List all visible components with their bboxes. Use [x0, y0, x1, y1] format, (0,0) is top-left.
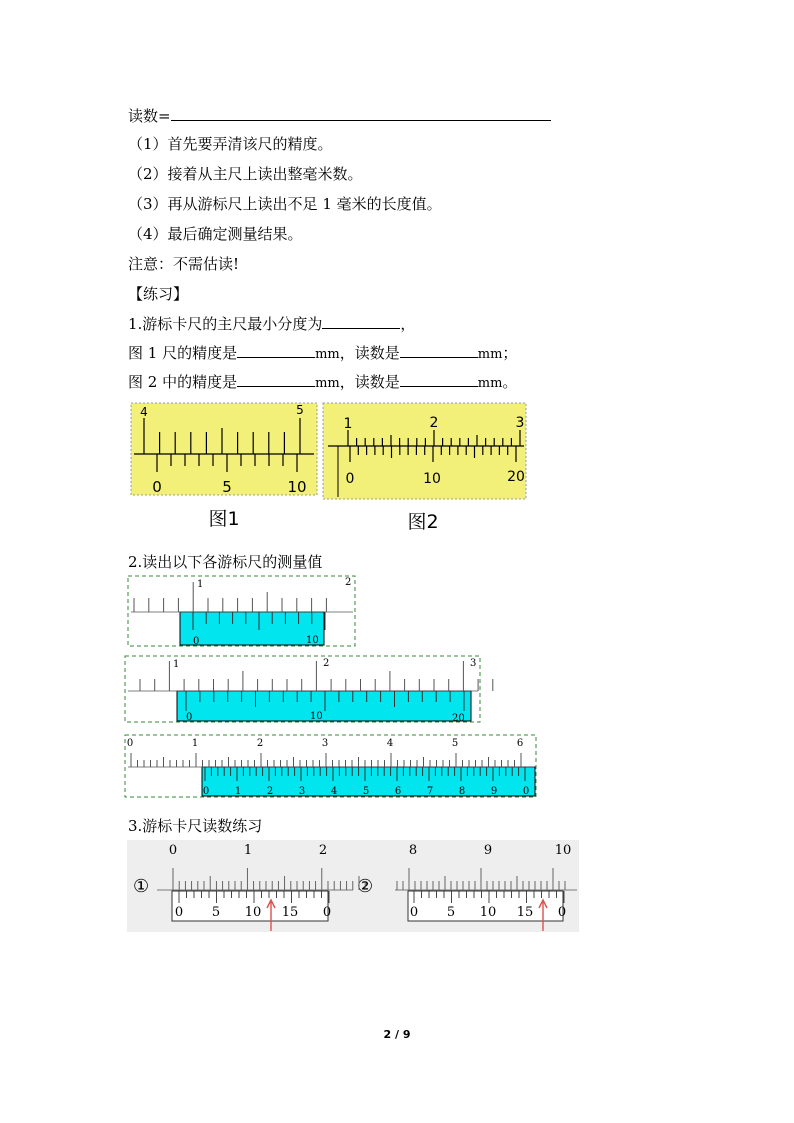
exercise-1-vernier-label: 15	[281, 905, 299, 920]
ruler-a-vernier-label-0: 0	[193, 636, 200, 647]
page-number: 2 / 9	[383, 1028, 411, 1041]
exercise-2-main-label: 10	[554, 843, 572, 858]
q1-suffix: ，	[400, 315, 416, 333]
q1-blank[interactable]	[322, 312, 400, 329]
ruler-c-main-label: 4	[386, 738, 394, 749]
ruler-a-main-label-2: 2	[345, 577, 352, 588]
ruler-c-vernier-label: 8	[458, 786, 466, 797]
figure-2-caption: 图2	[407, 511, 439, 533]
fig2-reading-blank[interactable]	[400, 370, 478, 387]
fig2-main-label-1: 1	[343, 416, 353, 432]
q1-prefix: 1.游标卡尺的主尺最小分度为	[128, 315, 323, 333]
fig2-prefix: 图 2 中的精度是	[128, 373, 238, 391]
fig1-reading-blank[interactable]	[400, 341, 478, 358]
exercise-1-vernier-label: 0	[174, 905, 184, 920]
reading-word: ，读数是	[339, 344, 400, 362]
ruler-b-main-label-3: 3	[470, 658, 477, 669]
exercise-2-vernier-label: 0	[409, 905, 419, 920]
ruler-b-vernier-label-0: 0	[186, 712, 193, 723]
fig1-vernier-label-10: 10	[287, 478, 307, 496]
exercise-1-vernier-label: 0	[322, 905, 332, 920]
fig1-vernier-label-0: 0	[152, 478, 162, 496]
ruler-c-vernier-label: 6	[394, 786, 402, 797]
figure-1-vernier	[130, 402, 318, 532]
fig2-vernier-label-20: 20	[507, 469, 525, 485]
ruler-c-vernier-label: 4	[330, 786, 338, 797]
fig2-vernier-label-10: 10	[423, 471, 441, 487]
unit-mm: mm	[315, 347, 340, 362]
fig2-question	[128, 370, 517, 394]
ruler-c-vernier-label: 0	[522, 786, 530, 797]
note: 注意：不需估读!	[128, 255, 240, 273]
ruler-a	[127, 575, 357, 649]
ruler-c-vernier-label: 0	[202, 786, 210, 797]
ruler-c-main-label: 2	[256, 738, 264, 749]
exercise-2-vernier-label: 5	[446, 905, 456, 920]
unit-mm: mm	[477, 376, 503, 391]
ruler-c-vernier-label: 7	[426, 786, 434, 797]
exercise-2-vernier-label: 0	[557, 905, 567, 920]
unit-mm: mm	[315, 376, 340, 391]
fig2-vernier-label-0: 0	[345, 471, 355, 487]
exercise-2-vernier-label: 15	[516, 905, 534, 920]
end-punct: ；	[502, 344, 518, 362]
exercise-1-main-label: 2	[318, 843, 328, 858]
practice-heading: 【练习】	[128, 285, 189, 303]
end-punct: 。	[502, 373, 518, 391]
reading-line	[128, 104, 551, 126]
fig1-main-label-4: 4	[140, 405, 148, 419]
question-2-heading: 2.读出以下各游标尺的测量值	[128, 553, 323, 571]
step-1: （1）首先要弄清该尺的精度。	[128, 135, 333, 153]
figure-2-vernier	[322, 402, 528, 536]
question-1	[128, 312, 415, 334]
exercise-2-vernier-label: 10	[479, 905, 497, 920]
fig2-main-label-3: 3	[515, 415, 525, 431]
ruler-c-main-label: 0	[126, 738, 134, 749]
ruler-c-vernier-label: 3	[298, 786, 306, 797]
ruler-c-main-label: 3	[321, 738, 329, 749]
ruler-a-main-label-1: 1	[197, 579, 204, 590]
ruler-c-main-label: 6	[516, 738, 524, 749]
exercise-2-marker: ②	[357, 876, 374, 897]
step-3: （3）再从游标尺上读出不足 1 毫米的长度值。	[128, 195, 442, 213]
ruler-b-vernier-label-10: 10	[310, 711, 323, 722]
question-3-heading: 3.游标卡尺读数练习	[128, 817, 263, 835]
ruler-c-main-label: 1	[191, 738, 199, 749]
ruler-c-main-label: 5	[451, 738, 459, 749]
reading-blank[interactable]	[171, 104, 551, 121]
fig1-question	[128, 341, 517, 365]
fig2-precision-blank[interactable]	[237, 370, 315, 387]
ruler-c-vernier-label: 9	[490, 786, 498, 797]
step-2: （2）接着从主尺上读出整毫米数。	[128, 165, 363, 183]
exercise-1-vernier-label: 10	[244, 905, 262, 920]
ruler-a-vernier-plate	[180, 612, 324, 645]
fig1-vernier-label-5: 5	[222, 478, 232, 496]
exercise-1-marker: ①	[133, 876, 150, 897]
ruler-c-vernier-label: 5	[362, 786, 370, 797]
fig1-prefix: 图 1 尺的精度是	[128, 344, 238, 362]
fig1-precision-blank[interactable]	[237, 341, 315, 358]
ruler-b	[124, 655, 482, 725]
ruler-b-vernier-label-20: 20	[452, 713, 465, 724]
ruler-b-main-label-2: 2	[323, 658, 330, 669]
reading-word: ，读数是	[339, 373, 400, 391]
ruler-b-main-label-1: 1	[173, 659, 180, 670]
figure-1-caption: 图1	[208, 508, 240, 530]
fig1-main-label-5: 5	[296, 403, 304, 417]
reading-label: 读数=	[128, 107, 171, 125]
exercise-1-main-label: 0	[168, 843, 178, 858]
ruler-a-vernier-label-10: 10	[306, 635, 319, 646]
ruler-c	[124, 734, 538, 800]
exercise-1-main-label: 1	[243, 843, 253, 858]
exercise-1-vernier-label: 5	[211, 905, 221, 920]
exercise-panel	[127, 840, 579, 934]
ruler-c-vernier-label: 1	[234, 786, 242, 797]
unit-mm: mm	[477, 347, 503, 362]
fig2-main-label-2: 2	[429, 415, 439, 431]
step-4: （4）最后确定测量结果。	[128, 225, 303, 243]
exercise-2-main-label: 9	[483, 843, 493, 858]
exercise-2-main-label: 8	[408, 843, 418, 858]
ruler-c-vernier-label: 2	[266, 786, 274, 797]
ruler-b-vernier-plate	[177, 691, 471, 721]
